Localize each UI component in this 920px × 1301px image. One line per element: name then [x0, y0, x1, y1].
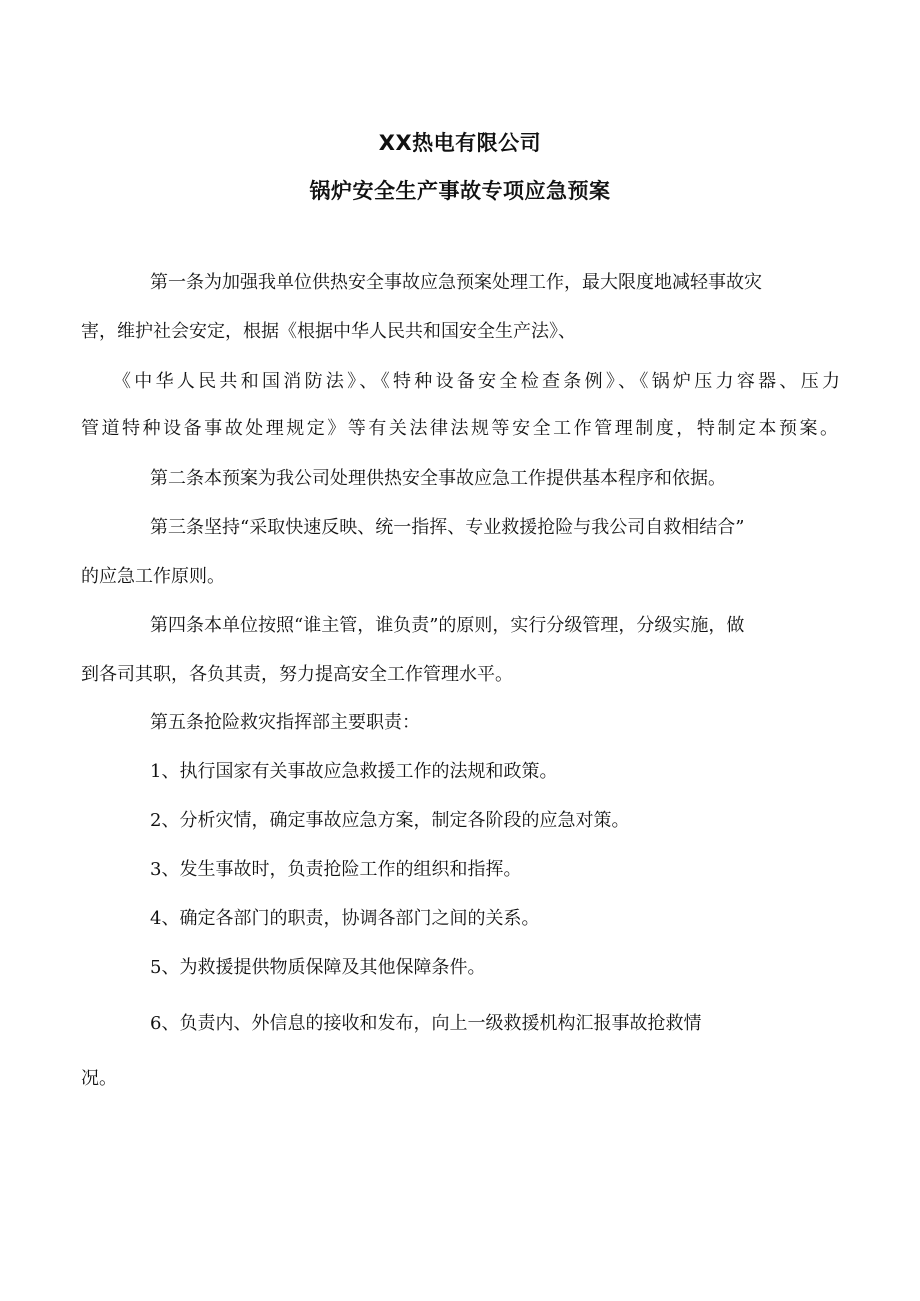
- article-4-line-1: 第四条本单位按照“谁主管，谁负责”的原则，实行分级管理，分级实施，做: [150, 615, 745, 636]
- article-2: 第二条本预案为我公司处理供热安全事故应急工作提供基本程序和依据。: [150, 468, 726, 489]
- duty-item-4: 4、确定各部门的职责，协调各部门之间的关系。: [150, 908, 540, 929]
- company-title: XX热电有限公司: [378, 131, 542, 155]
- plan-title: 锅炉安全生产事故专项应急预案: [309, 179, 611, 203]
- article-1-line-4: 管道特种设备事故处理规定》等有关法律法规等安全工作管理制度，特制定本预案。: [81, 418, 838, 439]
- duty-item-1: 1、执行国家有关事故应急救援工作的法规和政策。: [150, 761, 558, 782]
- duty-item-3: 3、发生事故时，负责抢险工作的组织和指挥。: [150, 859, 522, 880]
- article-1-line-3: 《中华人民共和国消防法》、《特种设备安全检查条例》、《锅炉压力容器、压力: [113, 371, 840, 392]
- duty-item-5: 5、为救援提供物质保障及其他保障条件。: [150, 957, 486, 978]
- article-1-line-1: 第一条为加强我单位供热安全事故应急预案处理工作，最大限度地减轻事故灾: [150, 272, 762, 293]
- article-3-line-2: 的应急工作原则。: [81, 566, 225, 587]
- duty-item-2: 2、分析灾情，确定事故应急方案，制定各阶段的应急对策。: [150, 810, 630, 831]
- duty-item-6-continuation: 况。: [81, 1068, 117, 1089]
- article-1-line-2: 害，维护社会安定，根据《根据中华人民共和国安全生产法》、: [81, 321, 576, 342]
- duty-item-6: 6、负责内、外信息的接收和发布，向上一级救援机构汇报事故抢救情: [150, 1013, 702, 1034]
- article-3-line-1: 第三条坚持“采取快速反映、统一指挥、专业救援抢险与我公司自救相结合”: [150, 517, 745, 538]
- article-4-line-2: 到各司其职，各负其责，努力提高安全工作管理水平。: [81, 664, 513, 685]
- article-5: 第五条抢险救灾指挥部主要职责：: [150, 712, 420, 733]
